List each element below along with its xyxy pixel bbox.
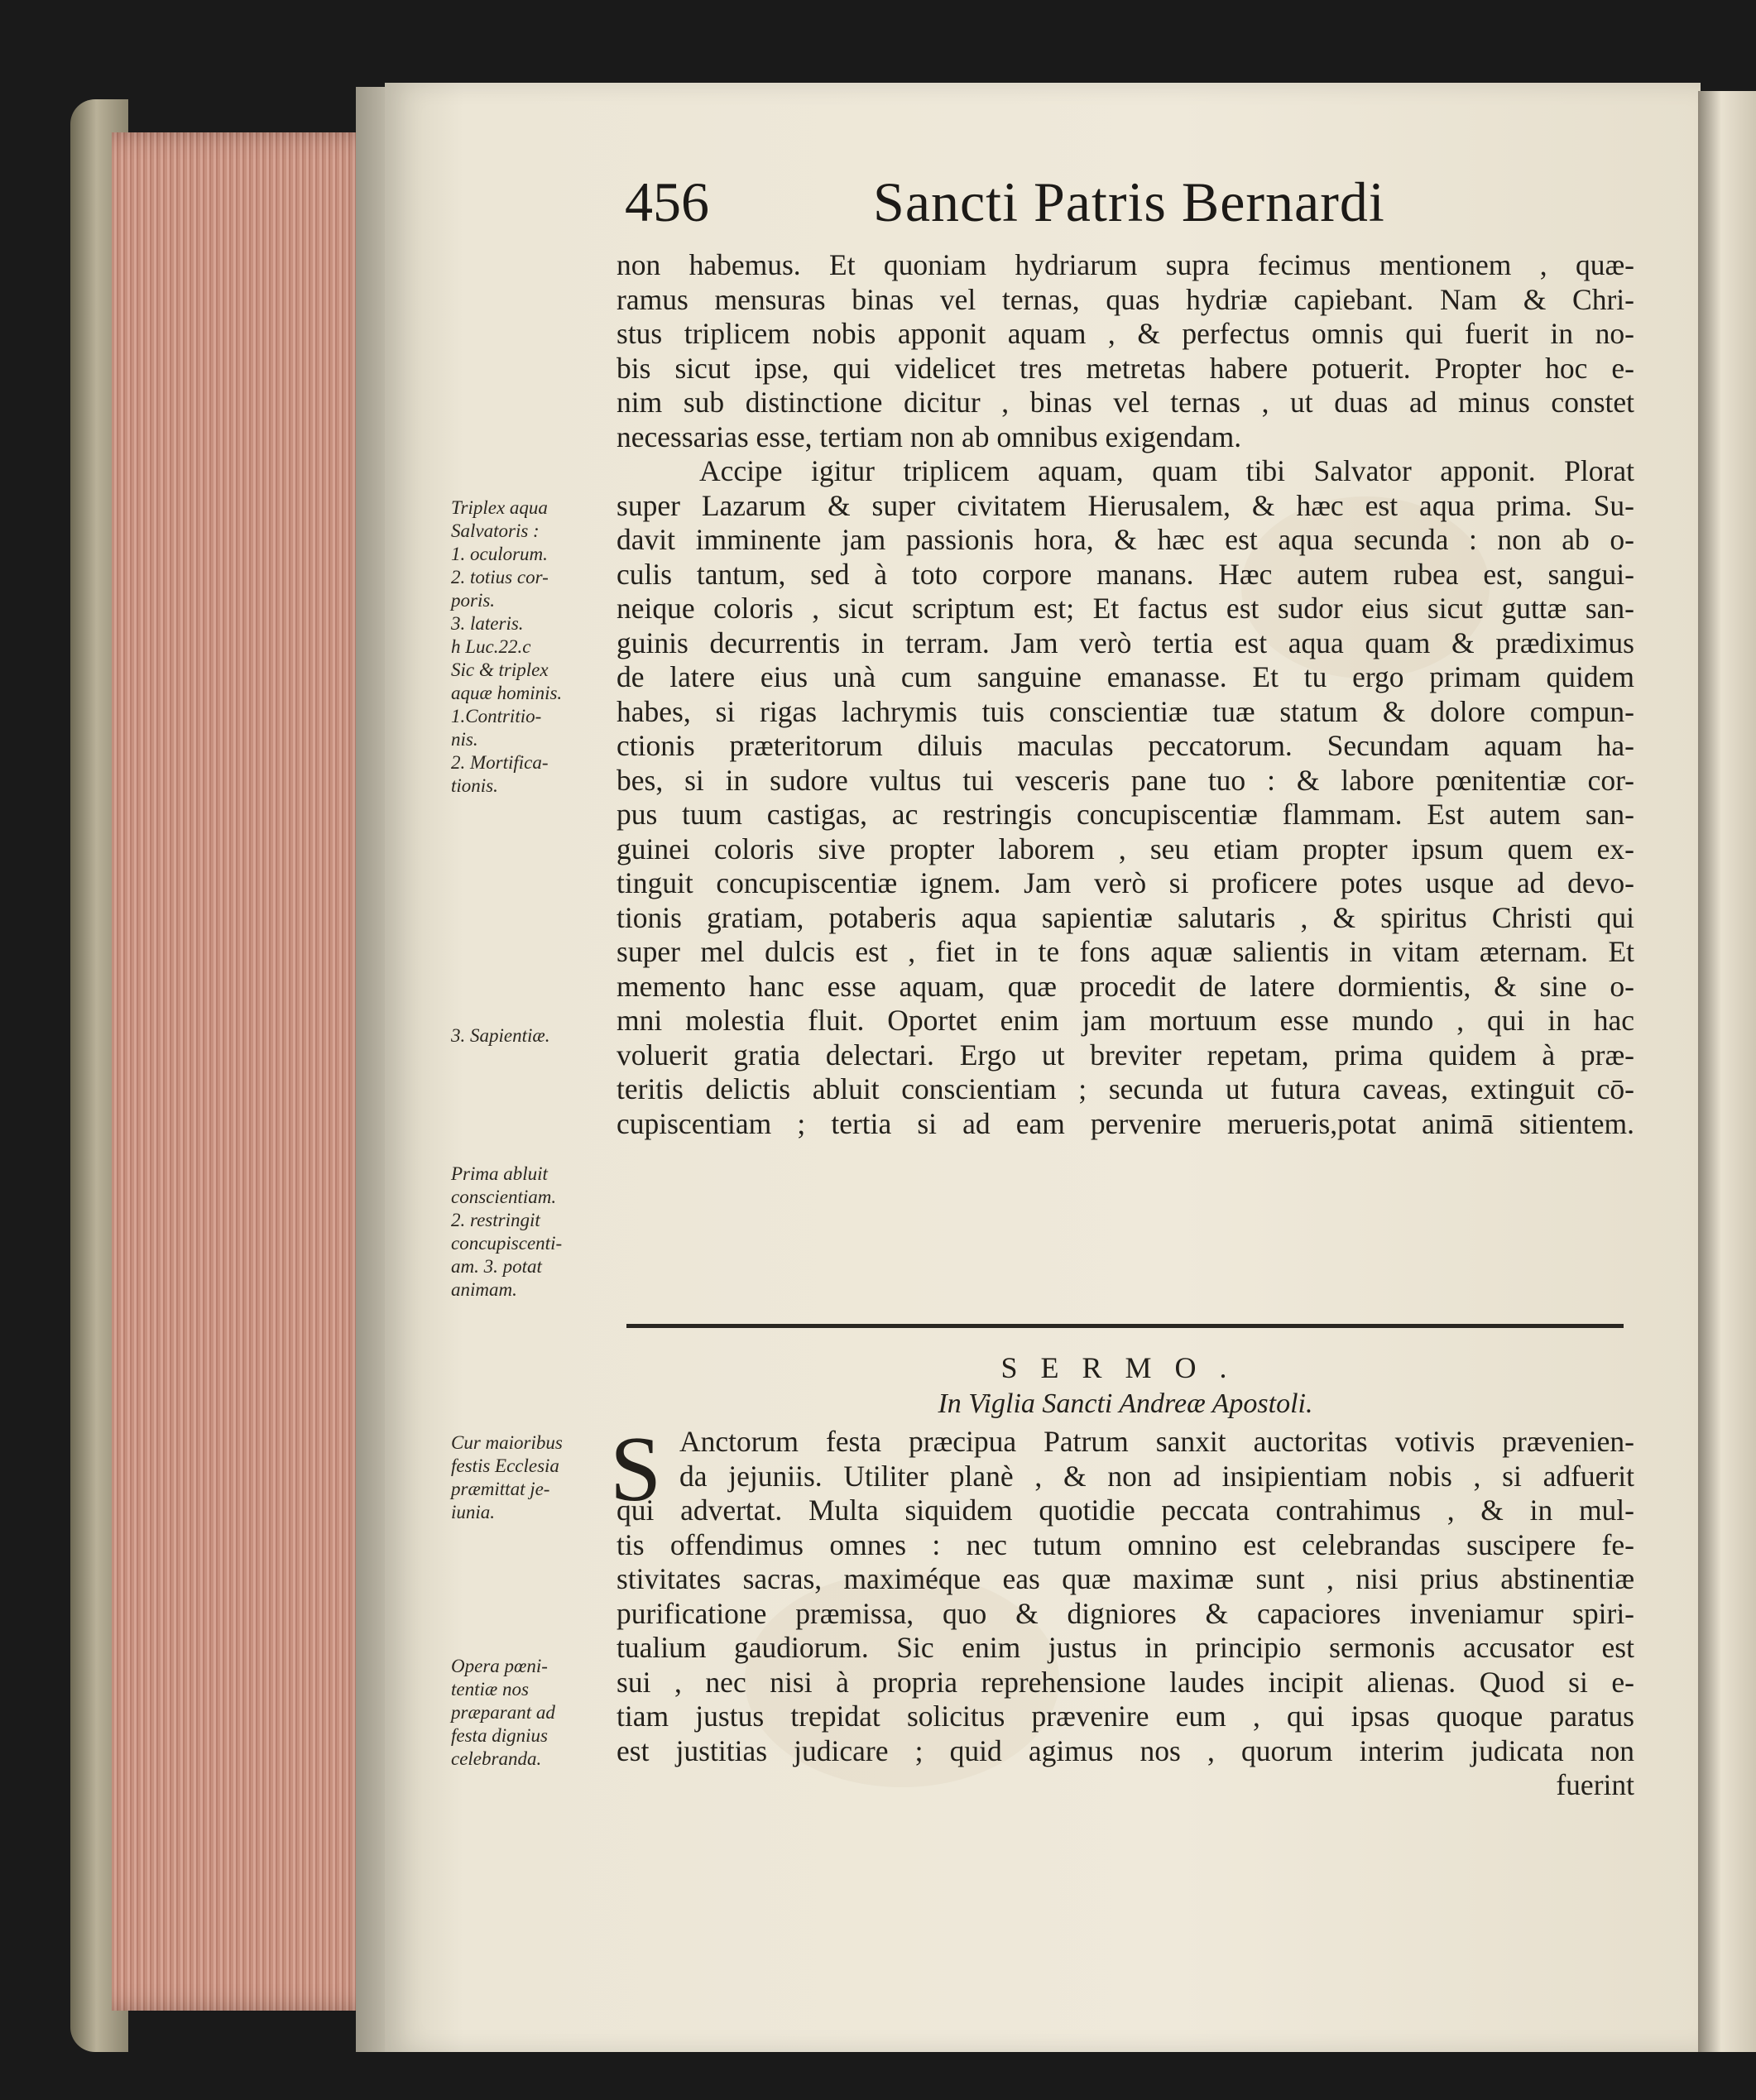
marginal-note-triplex-aqua — [451, 496, 617, 798]
text-line: tiam justus trepidat solicitus prævenire eum , qui ipsas quoque paratus — [617, 1700, 1634, 1733]
text-line: bis sicut ipse, qui videlicet tres metretas habere potuerit. Propter hoc e- — [617, 351, 1634, 385]
text-line: non habemus. Et quoniam hydriarum supra fecimus mentionem , quæ- — [617, 248, 1634, 281]
margin-line: h Luc.22.c — [451, 636, 531, 657]
text-line: teritis delictis abluit conscientiam ; secunda ut futura caveas, extinguit cō- — [617, 1072, 1634, 1105]
margin-line: am. 3. potat — [451, 1256, 542, 1277]
drop-capital: S — [610, 1418, 662, 1521]
text-line: bes, si in sudore vultus tui vesceris pane tuo : & labore pœnitentiæ cor- — [617, 763, 1634, 797]
margin-line: concupiscenti- — [451, 1233, 563, 1254]
text-line: guinei coloris sive propter laborem , seu etiam propter ipsum quem ex- — [617, 832, 1634, 865]
margin-line: 3. lateris. — [451, 613, 524, 634]
margin-line: 1. oculorum. — [451, 544, 548, 564]
text-line: pus tuum castigas, ac restringis concupiscentiæ flammam. Est autem san- — [617, 798, 1634, 831]
main-text-block — [617, 248, 1634, 1141]
margin-line: præmittat je- — [451, 1479, 550, 1499]
margin-line: 2. Mortifica- — [451, 752, 549, 773]
margin-line: præparant ad — [451, 1702, 555, 1723]
margin-line: 2. restringit — [451, 1210, 540, 1230]
text-line: tionis gratiam, potaberis aqua sapientiæ salutaris , & spiritus Christi qui — [617, 900, 1634, 934]
section-rule — [626, 1324, 1624, 1328]
margin-line: tentiæ nos — [451, 1679, 529, 1700]
text-line: cupiscentiam ; tertia si ad eam pervenire merueris,potat animā sitientem. — [617, 1106, 1634, 1140]
margin-line: Salvatoris : — [451, 520, 540, 541]
text-line: voluerit gratia delectari. Ergo ut breviter repetam, prima quidem à præ- — [617, 1038, 1634, 1072]
catchword: fuerint — [1556, 1768, 1634, 1801]
page-number: 456 — [625, 170, 709, 233]
text-line: purificatione præmissa, quo & digniores & capaciores inveniamur spiri- — [617, 1596, 1634, 1630]
sermon-text-block — [617, 1425, 1634, 1803]
text-line: Anctorum festa præcipua Patrum sanxit auctoritas votivis prævenien- — [679, 1425, 1634, 1458]
text-line: culis tantum, sed à toto corpore manans. Hæc autem rubea est, sangui- — [617, 557, 1634, 591]
margin-line: Cur maioribus — [451, 1432, 563, 1453]
page-edges — [112, 132, 385, 2011]
text-line: guinis decurrentis in terram. Jam verò tertia est aqua quam & prædiximus — [617, 626, 1634, 659]
text-line: habes, si rigas lachrymis tuis conscientiæ tuæ statum & dolore compun- — [617, 694, 1634, 728]
text-line: qui advertat. Multa siquidem quotidie peccata contrahimus , & in mul- — [617, 1493, 1634, 1527]
margin-line: nis. — [451, 729, 478, 750]
text-line: stus triplicem nobis apponit aquam , & perfectus omnis qui fuerit in no- — [617, 317, 1634, 350]
text-line: super Lazarum & super civitatem Hierusalem, & hæc est aqua prima. Su- — [617, 488, 1634, 522]
margin-line: Sic & triplex — [451, 659, 549, 680]
text-line: davit imminente jam passionis hora, & hæc est aqua secunda : non ab o- — [617, 523, 1634, 556]
margin-line: celebranda. — [451, 1748, 542, 1769]
text-line: memento hanc esse aquam, quæ procedit de latere dormientis, & sine o- — [617, 969, 1634, 1003]
sermon-subtitle: In Viglia Sancti Andreæ Apostoli. — [938, 1388, 1313, 1419]
margin-line: animam. — [451, 1279, 517, 1300]
text-line: super mel dulcis est , fiet in te fons aquæ salientis in vitam æternam. Et — [617, 935, 1634, 968]
margin-line: 3. Sapientiæ. — [451, 1025, 550, 1046]
text-line: sui , nec nisi à propria reprehensione laudes incipit alienas. Quod si e- — [617, 1665, 1634, 1699]
margin-line: festa dignius — [451, 1725, 548, 1746]
text-line: neique coloris , sicut scriptum est; Et factus est sudor eius sicut guttæ san- — [617, 592, 1634, 625]
marginal-note-prima-abluit — [451, 1163, 617, 1302]
text-line: tinguit concupiscentiæ ignem. Jam verò si proficere potes usque ad devo- — [617, 866, 1634, 899]
margin-line: tionis. — [451, 775, 498, 796]
text-line: stivitates sacras, maximéque eas quæ maximæ sunt , nisi prius abstinentiæ — [617, 1562, 1634, 1595]
text-line: nim sub distinctione dicitur , binas vel ternas , ut duas ad minus constet — [617, 386, 1634, 419]
margin-line: Triplex aqua — [451, 497, 548, 518]
marginal-note-ieiunia — [451, 1431, 617, 1524]
margin-line: poris. — [451, 590, 496, 611]
text-line: mni molestia fluit. Oportet enim jam mortuum esse mundo , qui in hac — [617, 1004, 1634, 1037]
running-title: Sancti Patris Bernardi — [873, 170, 1385, 233]
text-line: de latere eius unà cum sanguine emanasse. Et tu ergo primam quidem — [617, 660, 1634, 693]
margin-line: Prima abluit — [451, 1163, 548, 1184]
margin-line: Opera pœni- — [451, 1656, 548, 1676]
text-line: tis offendimus omnes : nec tutum omnino est celebrandas suscipere fe- — [617, 1527, 1634, 1561]
text-line: Accipe igitur triplicem aquam, quam tibi Salvator apponit. Plorat — [699, 454, 1634, 487]
margin-line: iunia. — [451, 1502, 496, 1522]
margin-line: conscientiam. — [451, 1187, 557, 1207]
margin-line: 2. totius cor- — [451, 567, 549, 587]
margin-line: 1.Contritio- — [451, 706, 542, 726]
page-header — [625, 170, 1692, 244]
text-line: necessarias esse, tertiam non ab omnibus exigendam. — [617, 420, 1242, 453]
text-line: ramus mensuras binas vel ternas, quas hydriæ capiebant. Nam & Chri- — [617, 282, 1634, 316]
sermon-title: SERMO. — [1000, 1351, 1250, 1384]
text-line: da jejuniis. Utiliter planè , & non ad insipientiam nobis , si adfuerit — [679, 1459, 1634, 1493]
marginal-note-sapientia — [451, 1024, 617, 1048]
text-line: ctionis præteritorum diluis maculas peccatorum. Secundam aquam ha- — [617, 729, 1634, 762]
margin-line: aquæ hominis. — [451, 683, 563, 703]
facing-page-edge — [1698, 91, 1756, 2052]
text-line: tualium gaudiorum. Sic enim justus in principio sermonis accusator est — [617, 1631, 1634, 1664]
marginal-note-opera-poenitentiae — [451, 1655, 617, 1771]
margin-line: festis Ecclesia — [451, 1455, 559, 1476]
text-line: est justitias judicare ; quid agimus nos , quorum interim judicata non — [617, 1733, 1634, 1767]
